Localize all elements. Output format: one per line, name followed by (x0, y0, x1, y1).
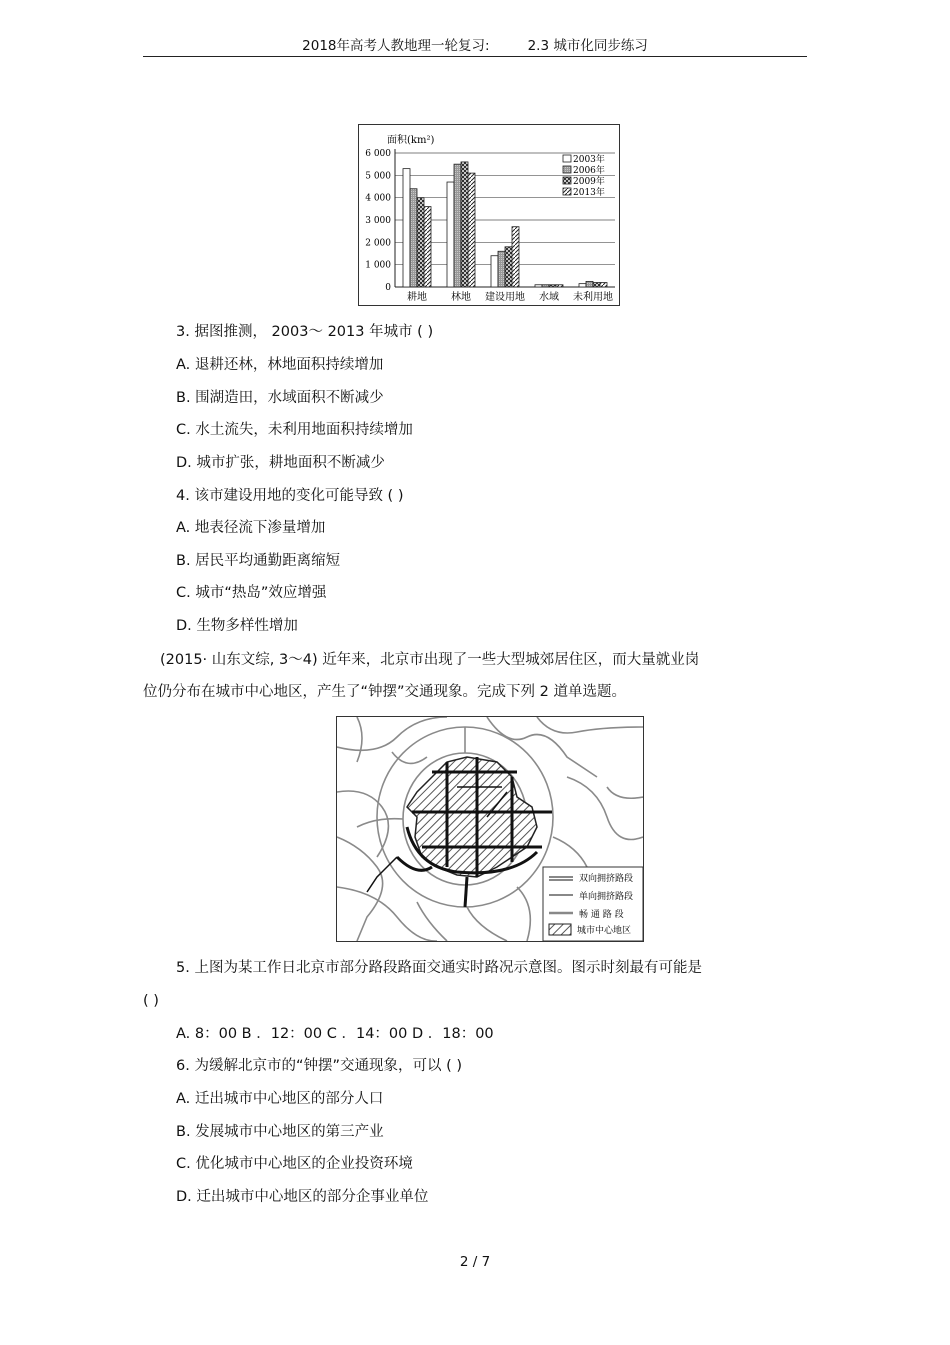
page-header (143, 36, 807, 57)
header-subtitle: 2.3 城市化同步练习 (527, 38, 648, 54)
chart-category-label: 水域 (539, 292, 559, 303)
question-4-option-c: C. 城市“热岛”效应增强 (176, 585, 327, 601)
chart-ytick-label: 2 000 (365, 238, 391, 249)
map-legend (543, 867, 643, 941)
chart-bar (468, 173, 475, 287)
chart-bar (417, 198, 424, 287)
chart-category-label: 林地 (451, 292, 471, 303)
question-5-stem: 5. 上图为某工作日北京市部分路段路面交通实时路况示意图。图示时刻最有可能是 (176, 960, 702, 976)
chart-legend-label: 2009年 (573, 177, 605, 187)
chart-bar (447, 182, 454, 287)
chart-ylabel: 面积(km²) (387, 135, 435, 146)
chart-bar (424, 207, 431, 287)
question-5-options: A. 8：00 B ．12：00 C ．14：00 D ．18：00 (176, 1026, 494, 1042)
question-6-option-a: A. 迁出城市中心地区的部分人口 (176, 1091, 384, 1107)
chart-bar (454, 164, 461, 287)
intro-line-1: (2015· 山东文综, 3～4) 近年来，北京市出现了一些大型城郊居住区，而大量就业岗 (160, 652, 700, 668)
chart-bar (512, 227, 519, 287)
chart-bar (586, 281, 593, 287)
chart-legend-label: 2003年 (573, 155, 605, 165)
chart-bar (491, 256, 498, 287)
chart-legend-label: 2013年 (573, 188, 605, 198)
question-6-option-b: B. 发展城市中心地区的第三产业 (176, 1124, 384, 1140)
chart-ytick-label: 5 000 (365, 171, 391, 182)
legend-two-way: 双向拥挤路段 (579, 874, 634, 884)
legend-one-way: 单向拥挤路段 (579, 892, 634, 902)
chart-bar (579, 284, 586, 287)
chart-legend-swatch (563, 166, 571, 173)
chart-bar (556, 285, 563, 287)
land-use-bar-chart (358, 124, 620, 306)
chart-bar (403, 169, 410, 287)
chart-bar (461, 162, 468, 287)
chart-legend-swatch (563, 188, 571, 195)
question-3-option-c: C. 水土流失，未利用地面积持续增加 (176, 422, 413, 438)
question-4-option-a: A. 地表径流下渗量增加 (176, 520, 326, 536)
chart-legend-swatch (563, 177, 571, 184)
chart-ytick-label: 4 000 (365, 193, 391, 204)
chart-ytick-label: 1 000 (365, 260, 391, 271)
chart-bar (498, 251, 505, 287)
beijing-traffic-map (336, 716, 644, 942)
chart-category-label: 建设用地 (485, 292, 525, 303)
question-3-option-a: A. 退耕还林，林地面积持续增加 (176, 357, 384, 373)
question-4-option-b: B. 居民平均通勤距离缩短 (176, 553, 341, 569)
question-4-stem: 4. 该市建设用地的变化可能导致 ( ) (176, 488, 404, 504)
chart-svg (359, 125, 619, 305)
chart-bar (535, 285, 542, 287)
question-3-stem: 3. 据图推测， 2003～ 2013 年城市 ( ) (176, 324, 434, 340)
chart-bar (600, 283, 607, 287)
chart-ytick-label: 3 000 (365, 216, 391, 226)
chart-category-label: 耕地 (407, 292, 427, 303)
chart-legend-label: 2006年 (573, 166, 605, 176)
question-6-option-c: C. 优化城市中心地区的企业投资环境 (176, 1156, 413, 1172)
legend-smooth: 畅 通 路 段 (579, 910, 624, 920)
intro-line-2: 位仍分布在城市中心地区，产生了“钟摆”交通现象。完成下列 2 道单选题。 (143, 684, 626, 700)
header-title: 2018年高考人教地理一轮复习: (302, 38, 490, 54)
chart-bar (549, 285, 556, 287)
chart-ytick-label: 6 000 (365, 149, 391, 159)
chart-legend-swatch (563, 155, 571, 162)
question-3-option-b: B. 围湖造田，水域面积不断减少 (176, 390, 384, 406)
question-4-option-d: D. 生物多样性增加 (176, 618, 298, 634)
chart-ytick-label: 0 (385, 283, 391, 293)
question-6-option-d: D. 迁出城市中心地区的部分企事业单位 (176, 1189, 429, 1205)
question-5-paren: ( ) (143, 993, 159, 1009)
chart-bar (542, 285, 549, 287)
map-svg (337, 717, 643, 941)
chart-category-label: 未利用地 (573, 292, 613, 303)
chart-bar (593, 283, 600, 287)
page-number: 2 / 7 (459, 1254, 491, 1270)
chart-bar (505, 247, 512, 287)
question-6-stem: 6. 为缓解北京市的“钟摆”交通现象，可以 ( ) (176, 1058, 462, 1074)
legend-city-center: 城市中心地区 (577, 926, 632, 936)
question-3-option-d: D. 城市扩张，耕地面积不断减少 (176, 455, 385, 471)
chart-bar (410, 189, 417, 287)
